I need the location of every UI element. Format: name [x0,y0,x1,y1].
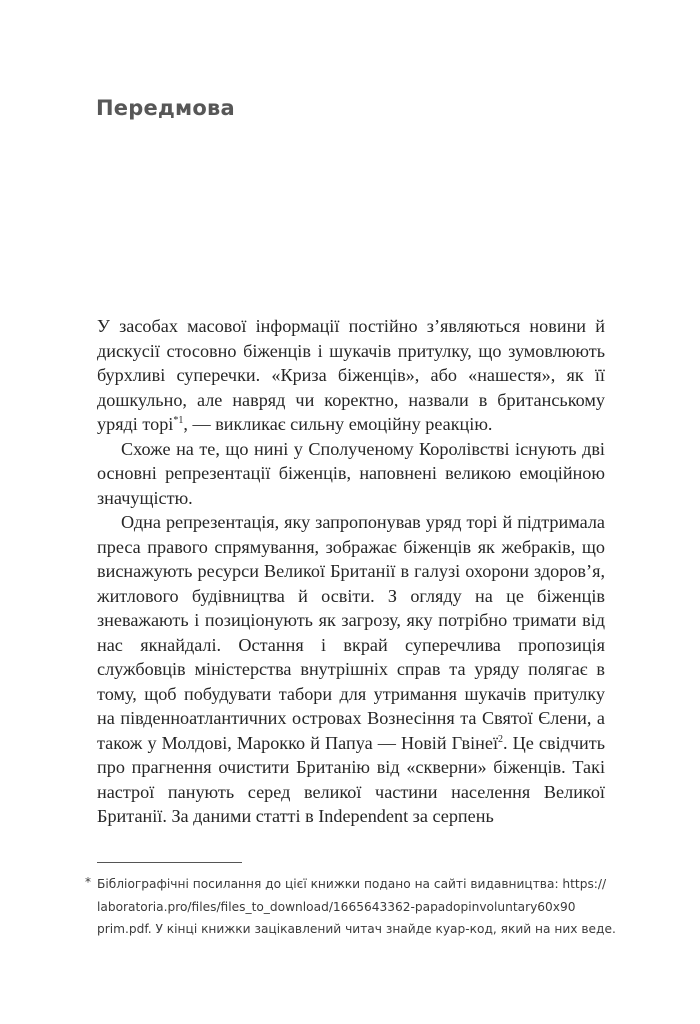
text-run: . Це свідчить про прагнення очистити Британію від «скверни» біженців. Такі настрої панують серед великої частини населення Великої Британії. За даними статті в Independent за серпень [97,732,605,826]
text-run: У засобах масової інформації постійно з’являються новини й дискусії стосовно біженців і шукачів притулку, що зумовлюють бурхливі суперечки. «Криза біженців», або «нашестя», як її дошкульно, але навряд чи коректно, назвали в британському уряді торі [97,316,605,434]
footnote-divider [97,862,242,863]
paragraph-3 [97,510,605,829]
paragraph-1 [97,314,605,437]
body-text [97,314,605,829]
paragraph-2 [97,437,605,511]
footnote-ref: *1 [173,414,184,426]
footnote-text: Бібліографічні посилання до цієї книжки подано на сайті видавництва: https:// laboratoria.pro/files/files_to_download/1665643362-papadopinvoluntary60x90 prim.pdf. У кінці книжки зацікавлений читач знайде куар-код, який на них веде. [97,877,616,936]
footnote-ref: 2 [498,733,503,745]
text-run: Схоже на те, що нині у Сполученому Королівстві існують дві основні репрезентації біженців, наповнені великою емоційною значущістю. [97,438,605,508]
chapter-heading: Передмова [96,96,235,120]
text-run: , — викликає сильну емоційну реакцію. [183,414,493,434]
footnote-mark: * [85,875,91,889]
footnote [85,873,617,941]
text-run: Одна репрезентація, яку запропонував уряд торі й підтримала преса правого спрямування, зображає біженців як жебраків, що виснажують ресурси Великої Британії в галузі охорони здоров’я, житлового будівництва й освіти. З огляду на це біженців зневажають і позиціонують як загрозу, яку потрібно тримати від нас якнайдалі. Остання і вкрай суперечлива пропозиція службовців міністерства внутрішніх справ та уряду полягає в тому, щоб побудувати табори для утримання шукачів притулку на південноатлантичних островах Вознесіння та Святої Єлени, а також у Молдові, Марокко й Папуа — Новій Гвінеї [97,512,605,753]
